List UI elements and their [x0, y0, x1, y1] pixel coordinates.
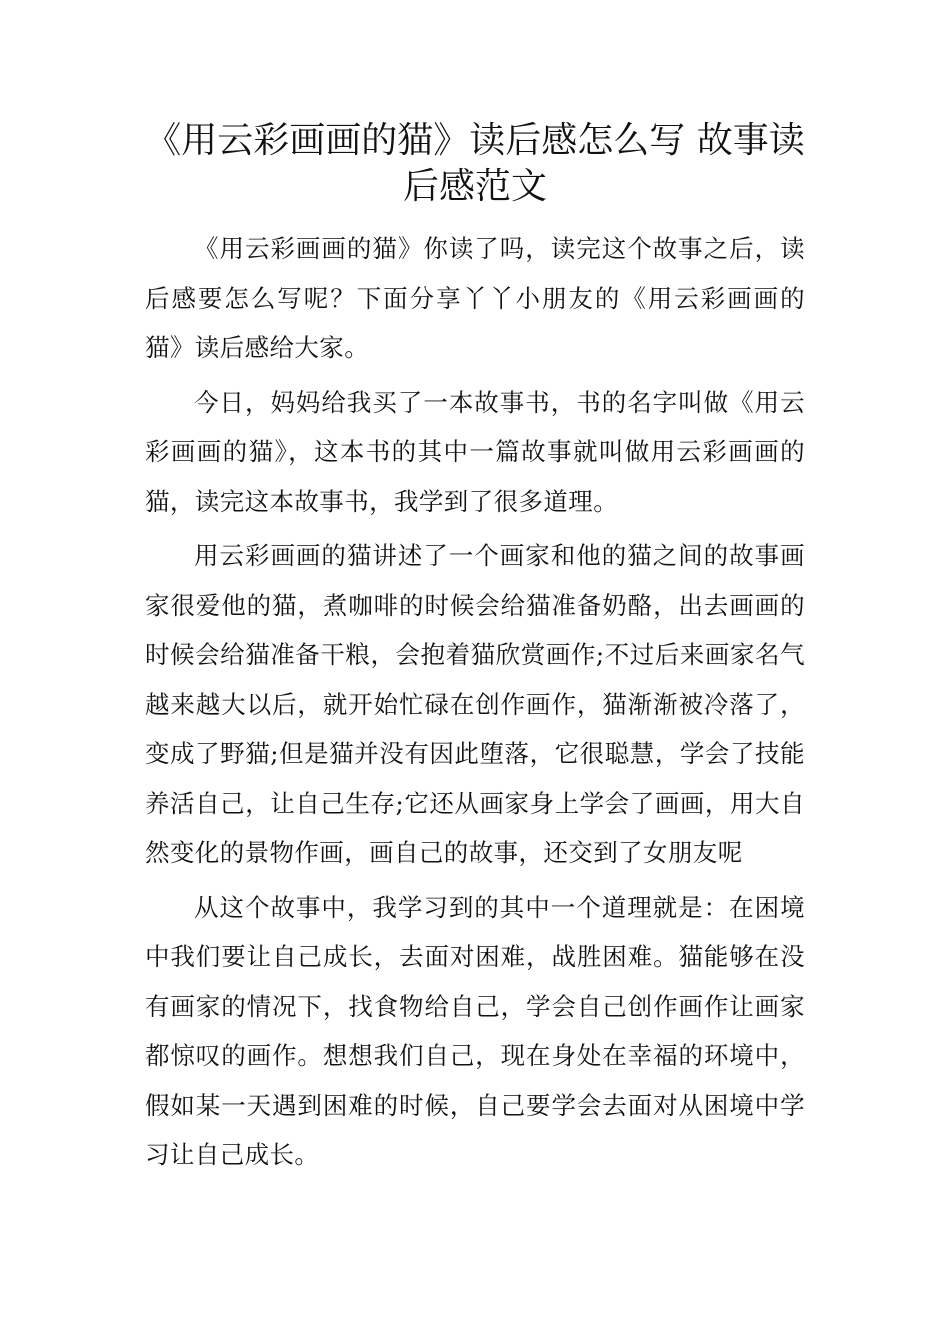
document-title: 《用云彩画画的猫》读后感怎么写 故事读后感范文	[145, 120, 805, 207]
paragraph-intro: 《用云彩画画的猫》你读了吗，读完这个故事之后，读后感要怎么写呢？下面分享丫丫小朋友的《用云彩画画的猫》读后感给大家。	[145, 234, 805, 362]
paragraph-story-summary: 用云彩画画的猫讲述了一个画家和他的猫之间的故事画家很爱他的猫，煮咖啡的时候会给猫准备奶酪，出去画画的时候会给猫准备干粮，会抱着猫欣赏画作;不过后来画家名气越来越大以后，就开始忙碌在创作画作，猫渐渐被冷落了，变成了野猫;但是猫并没有因此堕落，它很聪慧，学会了技能养活自己，让自己生存;它还从画家身上学会了画画，用大自然变化的景物作画，画自己的故事，还交到了女朋友呢	[145, 541, 805, 867]
paragraph-lesson: 从这个故事中，我学习到的其中一个道理就是：在困境中我们要让自己成长，去面对困难，战胜困难。猫能够在没有画家的情况下，找食物给自己，学会自己创作画作让画家都惊叹的画作。想想我们自己，现在身处在幸福的环境中，假如某一天遇到困难的时候，自己要学会去面对从困境中学习让自己成长。	[145, 892, 805, 1169]
paragraph-book-gift: 今日，妈妈给我买了一本故事书，书的名字叫做《用云彩画画的猫》，这本书的其中一篇故事就叫做用云彩画画的猫，读完这本故事书，我学到了很多道理。	[145, 387, 805, 516]
document-page	[145, 118, 805, 1185]
